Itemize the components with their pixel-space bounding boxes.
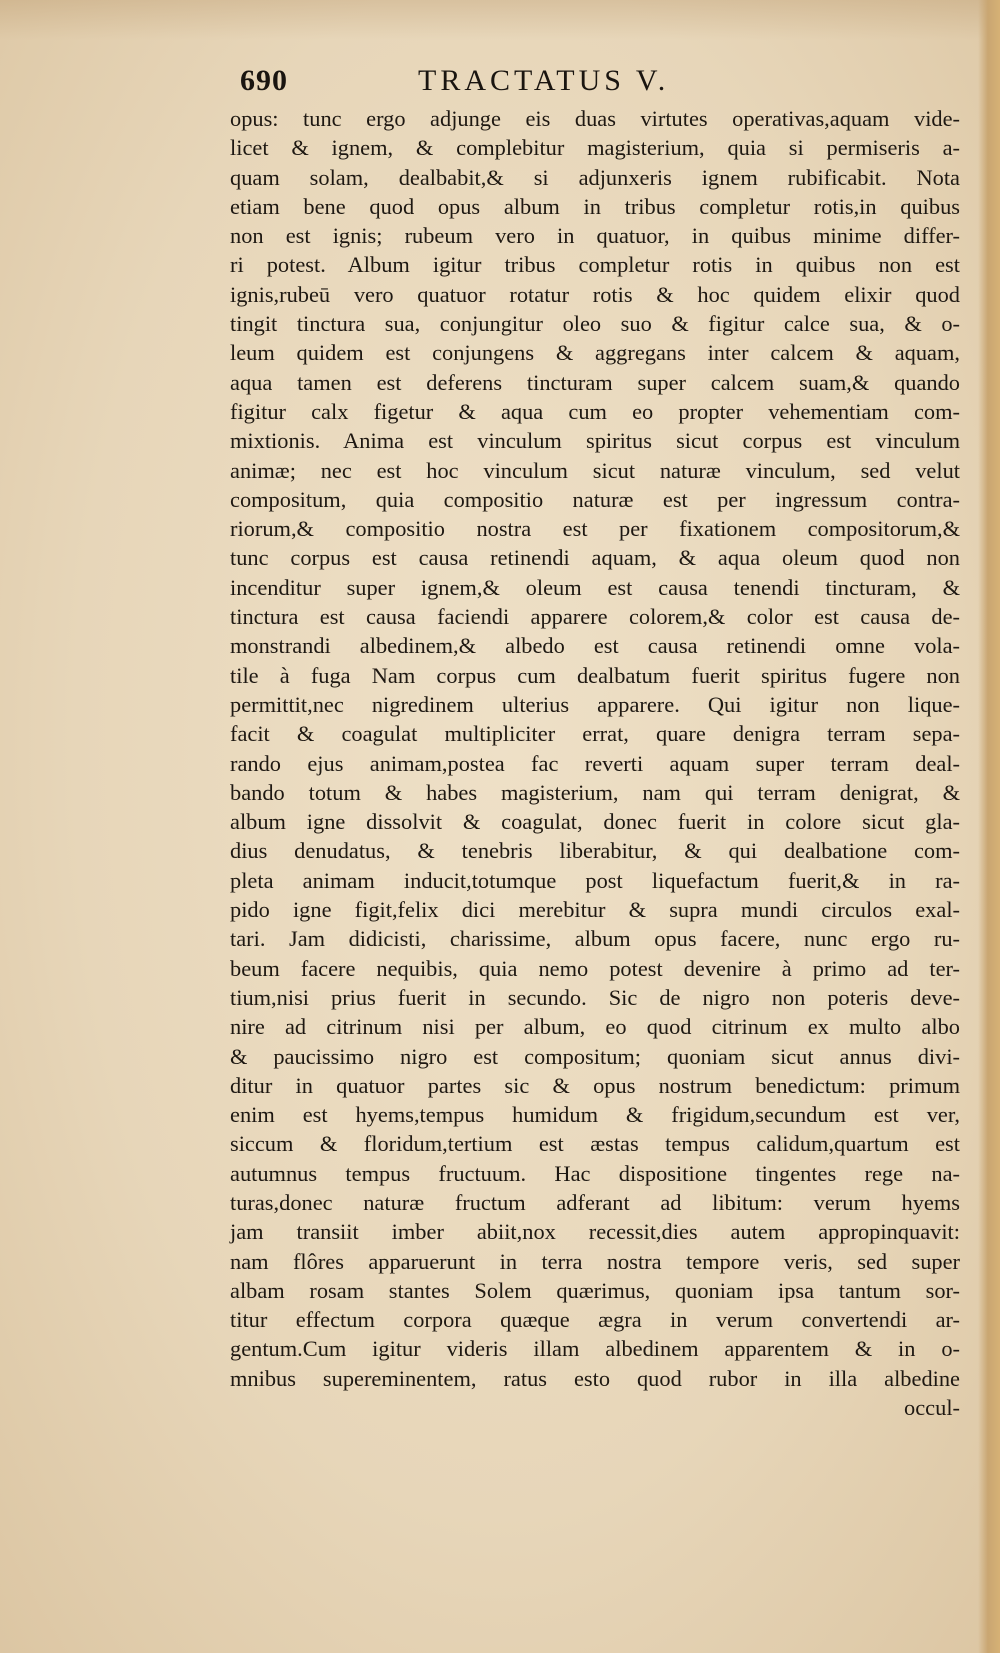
body-text [230,104,960,1422]
text-line: mixtionis. Anima est vinculum spiritus sicut corpus est vinculum [230,428,960,454]
text-line: rando ejus animam,postea fac reverti aquam super terram deal- [230,750,960,776]
text-line: albam rosam stantes Solem quærimus, quoniam ipsa tantum sor- [230,1277,960,1303]
page-top-shadow [0,0,1000,40]
text-line: riorum,& compositio nostra est per fixationem compositorum,& [230,516,960,542]
text-line: opus: tunc ergo adjunge eis duas virtutes operativas,aquam vide- [230,106,960,131]
text-line: figitur calx figetur & aqua cum eo propter vehementiam com- [230,398,960,424]
text-line: nire ad citrinum nisi per album, eo quod citrinum ex multo albo [230,1014,960,1040]
text-line: bando totum & habes magisterium, nam qui terram denigrat, & [230,779,960,805]
text-line: licet & ignem, & complebitur magisterium, quia si permiseris a- [230,135,960,161]
page-edge [978,0,1000,1653]
text-line: jam transiit imber abiit,nox recessit,dies autem appropinquavit: [230,1219,960,1245]
text-line: enim est hyems,tempus humidum & frigidum,secundum est ver, [230,1102,960,1128]
text-line: dius denudatus, & tenebris liberabitur, & qui dealbatione com- [230,838,960,864]
text-line: permittit,nec nigredinem ulterius apparere. Qui igitur non lique- [230,691,960,717]
text-line: & paucissimo nigro est compositum; quoniam sicut annus divi- [230,1043,960,1069]
text-line: tingit tinctura sua, conjungitur oleo suo & figitur calce sua, & o- [230,311,960,337]
text-line: gentum.Cum igitur videris illam albedinem apparentem & in o- [230,1336,960,1362]
text-line: quam solam, dealbabit,& si adjunxeris ignem rubificabit. Nota [230,164,960,190]
running-title: TRACTATUS V. [418,64,670,97]
page-header [240,64,960,100]
text-line: ditur in quatuor partes sic & opus nostrum benedictum: primum [230,1072,960,1098]
text-line: etiam bene quod opus album in tribus completur rotis,in quibus [230,193,960,219]
text-line: pleta animam inducit,totumque post liquefactum fuerit,& in ra- [230,867,960,893]
text-line: turas,donec naturæ fructum adferant ad libitum: verum hyems [230,1189,960,1215]
text-line: tari. Jam didicisti, charissime, album opus facere, nunc ergo ru- [230,926,960,952]
text-line: titur effectum corpora quæque ægra in verum convertendi ar- [230,1307,960,1333]
catchword: occul- [904,1395,960,1421]
text-line: ignis,rubeū vero quatuor rotatur rotis & hoc quidem elixir quod [230,281,960,307]
text-line: tinctura est causa faciendi apparere colorem,& color est causa de- [230,604,960,630]
text-line: tunc corpus est causa retinendi aquam, & aqua oleum quod non [230,545,960,571]
text-line: ri potest. Album igitur tribus completur rotis in quibus non est [230,252,960,278]
text-line: album igne dissolvit & coagulat, donec fuerit in colore sicut gla- [230,809,960,835]
text-line: facit & coagulat multipliciter errat, quare denigra terram sepa- [230,721,960,747]
text-line: pido igne figit,felix dici merebitur & supra mundi circulos exal- [230,897,960,923]
text-line: non est ignis; rubeum vero in quatuor, in quibus minime differ- [230,223,960,249]
text-line: incenditur super ignem,& oleum est causa tenendi tincturam, & [230,574,960,600]
text-line: tile à fuga Nam corpus cum dealbatum fuerit spiritus fugere non [230,662,960,688]
text-line: compositum, quia compositio naturæ est per ingressum contra- [230,486,960,512]
text-line: tium,nisi prius fuerit in secundo. Sic de nigro non poteris deve- [230,984,960,1010]
text-line: mnibus supereminentem, ratus esto quod rubor in illa albedine [230,1365,960,1391]
text-line: nam flôres apparuerunt in terra nostra tempore veris, sed super [230,1248,960,1274]
text-line: monstrandi albedinem,& albedo est causa retinendi omne vola- [230,633,960,659]
text-line: leum quidem est conjungens & aggregans inter calcem & aquam, [230,340,960,366]
text-line: animæ; nec est hoc vinculum sicut naturæ vinculum, sed velut [230,457,960,483]
text-line: autumnus tempus fructuum. Hac dispositione tingentes rege na- [230,1160,960,1186]
text-line: aqua tamen est deferens tincturam super calcem suam,& quando [230,369,960,395]
page-number: 690 [240,64,288,97]
text-line: siccum & floridum,tertium est æstas tempus calidum,quartum est [230,1131,960,1157]
text-line: beum facere nequibis, quia nemo potest devenire à primo ad ter- [230,955,960,981]
